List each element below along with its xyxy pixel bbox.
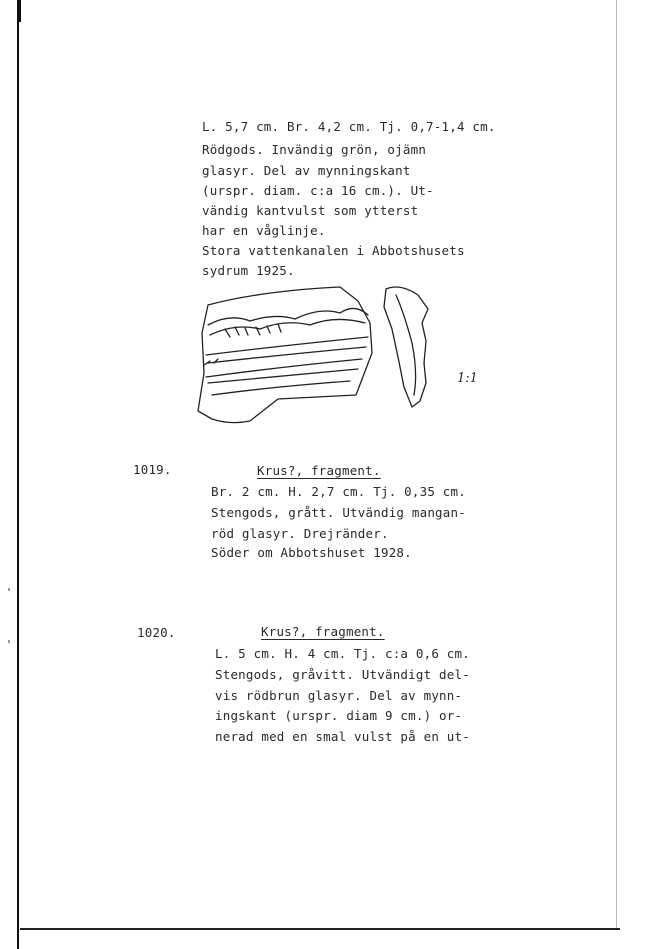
entry-line: L. 5 cm. H. 4 cm. Tj. c:a 0,6 cm. [215, 646, 470, 661]
entry-top-line: glasyr. Del av mynningskant [202, 163, 411, 178]
catalogue-number: 1020. [137, 625, 176, 640]
entry-line: Stengods, gråvitt. Utvändigt del- [215, 667, 470, 682]
sherd-sketch [190, 283, 490, 433]
entry-line: nerad med en smal vulst på en ut- [215, 729, 470, 744]
sherd-ridge [206, 337, 368, 355]
entry-top-line: har en våglinje. [202, 223, 326, 238]
catalogue-number: 1019. [133, 462, 172, 477]
scale-label: 1:1 [457, 371, 478, 386]
sherd-ridge [212, 381, 350, 395]
entry-top-line: Stora vattenkanalen i Abbotshusets [202, 243, 465, 258]
entry-top-line: L. 5,7 cm. Br. 4,2 cm. Tj. 0,7-1,4 cm. [202, 119, 496, 134]
entry-line: vis rödbrun glasyr. Del av mynn- [215, 688, 463, 703]
entry-top-line: Rödgods. Invändig grön, ojämn [202, 142, 427, 157]
sherd-ridge [208, 369, 358, 383]
entry-top-line: sydrum 1925. [202, 263, 295, 278]
entry-top-line: vändig kantvulst som ytterst [202, 203, 419, 218]
margin-dot [8, 588, 10, 591]
page-left-edge [17, 0, 19, 949]
entry-top-line: (urspr. diam. c:a 16 cm.). Ut- [202, 183, 434, 198]
entry-title: Krus?, fragment. [261, 624, 385, 639]
page-bottom-edge [20, 928, 620, 930]
entry-line: ingskant (urspr. diam 9 cm.) or- [215, 708, 463, 723]
sherd-profile [384, 287, 428, 407]
entry-line: Br. 2 cm. H. 2,7 cm. Tj. 0,35 cm. [211, 484, 466, 499]
page-right-edge [616, 0, 617, 930]
entry-title: Krus?, fragment. [257, 463, 381, 478]
sherd-ridge [206, 359, 362, 377]
entry-line: röd glasyr. Drejränder. [211, 526, 389, 541]
entry-line: Söder om Abbotshuset 1928. [211, 545, 412, 560]
page-top-mark [17, 0, 21, 22]
margin-dot [8, 640, 10, 643]
entry-line: Stengods, grått. Utvändig mangan- [211, 505, 466, 520]
